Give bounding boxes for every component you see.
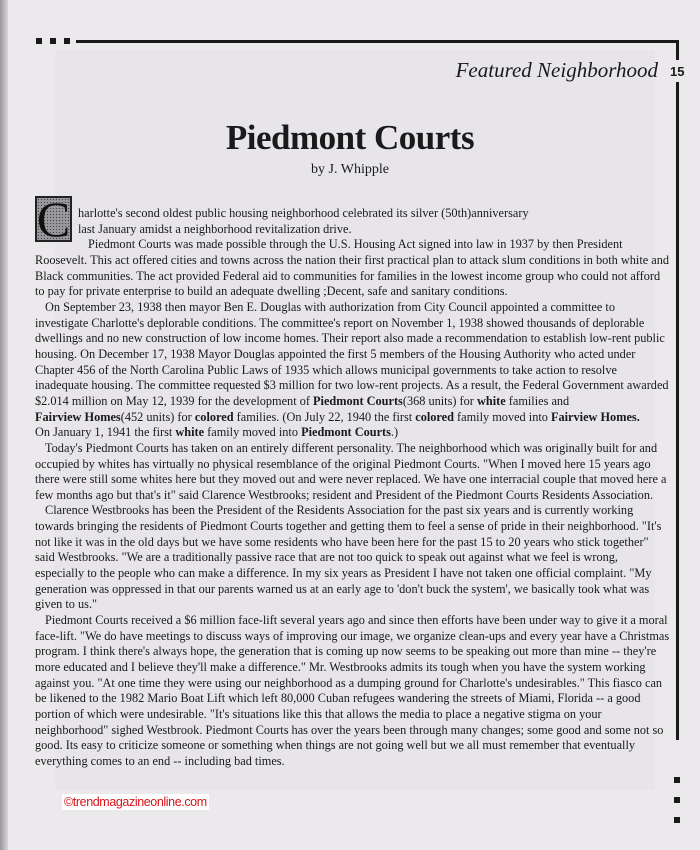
paragraph-housing-act: Piedmont Courts was made possible through the U.S. Housing Act signed into law in 1937 by then President Roosevelt. This act offered cities and towns across the nation their first practical plan to attack slum conditions in both white and Black communities. The act provided Federal aid to communities for families in the lowest income group who could not afford to pay for private enterprise to build an adequate dwelling ;Decent, safe and sanitary conditions. xyxy=(35,237,670,299)
text: families. (On July 22, 1940 the first xyxy=(233,409,416,424)
text: family moved into xyxy=(204,425,302,440)
paragraph-westbrooks: Clarence Westbrooks has been the President of the Residents Association for the past six years and is currently working towards bringing the residents of Piedmont Courts together and getting them to feel a sense of pride in their neighborhood. "It's not like it was in the old days but we have some residents who have been here for the past 15 to 20 years who stick together" said Westbrooks. "We are a traditionally passive race that are not too quick to speak out against what we feel is wrong, especially to the people who can make a difference. In my six years as President I have not taken one official complaint. "My generation was oppressed in that our parents warned us at an early age to 'don't buck the system', we basically took what was given to us." xyxy=(35,503,662,612)
bold-text: colored xyxy=(415,409,454,424)
paragraph-today: Today's Piedmont Courts has taken on an entirely different personality. The neighborhood which was originally built for and occupied by whites has virtually no physical resemblance of the original Piedmont Courts. "When I moved here 15 years ago there were still some whites here but they moved out and were never replaced. We have one interracial couple that moved here a few months ago but that's it" said Clarence Westbrooks; resident and President of the Piedmont Courts Residents Association. xyxy=(35,440,667,502)
article-byline: by J. Whipple xyxy=(311,162,389,177)
paragraph-history xyxy=(35,300,670,441)
text: On January 1, 1941 the first xyxy=(35,425,176,440)
section-heading: Featured Neighborhood xyxy=(455,58,658,82)
text: .) xyxy=(390,425,399,440)
bold-text: colored xyxy=(194,409,234,424)
header-rule xyxy=(76,40,677,43)
text: On September 23, 1938 then mayor Ben E. Douglas with authorization from City Council appointed a committee to investigate Charlotte's deplorable conditions. The committee's report on November 1, 1938 showed thousands of deplorable dwellings and no new construction of low income homes. Their report also made a recommendation to establish low-rent public housing. On December 17, 1938 Mayor Douglas appointed the first 5 members of the Housing Authority who acted under Chapter 456 of the North Carolina Public Laws of 1935 which allows municipal governments to take action to resolve inadequate housing. The committee requested $3 million for two low-rent projects. As a result, the Federal Government awarded $2.014 million on May 12, 1939 for the development of xyxy=(35,299,669,408)
text: (452 units) for xyxy=(120,409,195,424)
bold-text: Piedmont Courts xyxy=(313,393,403,408)
intro-line-2: last January amidst a neighborhood revitalization drive. xyxy=(78,221,352,236)
page-number: 15 xyxy=(670,64,685,79)
article-title: Piedmont Courts xyxy=(225,118,475,157)
watermark: ©trendmagazineonline.com xyxy=(64,795,207,809)
paragraph-intro xyxy=(35,191,670,247)
text: families and xyxy=(505,393,570,408)
drop-cap-letter: C xyxy=(36,191,71,247)
bold-text: Piedmont Courts xyxy=(301,425,391,440)
article-body xyxy=(35,191,670,770)
header-dots-decoration xyxy=(36,38,70,44)
intro-line-1: harlotte's second oldest public housing neighborhood celebrated its silver (50th)anniversary xyxy=(78,206,529,220)
footer-dots-decoration xyxy=(674,777,680,823)
text: family moved into xyxy=(453,409,551,424)
bold-text: white xyxy=(476,393,506,408)
drop-cap xyxy=(35,191,72,247)
bold-text: Fairview Homes xyxy=(35,409,121,424)
text: (368 units) for xyxy=(402,393,477,408)
paragraph-facelift: Piedmont Courts received a $6 million face-lift several years ago and since then efforts have been under way to give it a moral face-lift. "We do have meetings to discuss ways of improving our image, we organize clean-ups and every year have a Christmas program. I think there's always hope, the generation that is coming up now seems to be speaking out more than mine -- they're more educated and I believe they'll make a difference." Mr. Westbrooks admits its tough when you have the system working against you. "At one time they were using our neighborhood as a dumping ground for Charlotte's undesirables." This fiasco can be likened to the 1982 Mario Boat Lift which left 80,000 Cuban refugees wandering the streets of Miami, Florida -- a good portion of which were undesirable. "It's situations like this that allows the media to place a negative stigma on your neighborhood" sighed Westbrook. Piedmont Courts has over the years been through many changes; some good and some not so good. Its easy to criticize someone or something when things are not going well but we all must remember that eventually everything comes to an end -- including bad times. xyxy=(35,613,670,768)
bold-text: white xyxy=(175,425,205,440)
bold-text: Fairview Homes. xyxy=(550,409,640,424)
